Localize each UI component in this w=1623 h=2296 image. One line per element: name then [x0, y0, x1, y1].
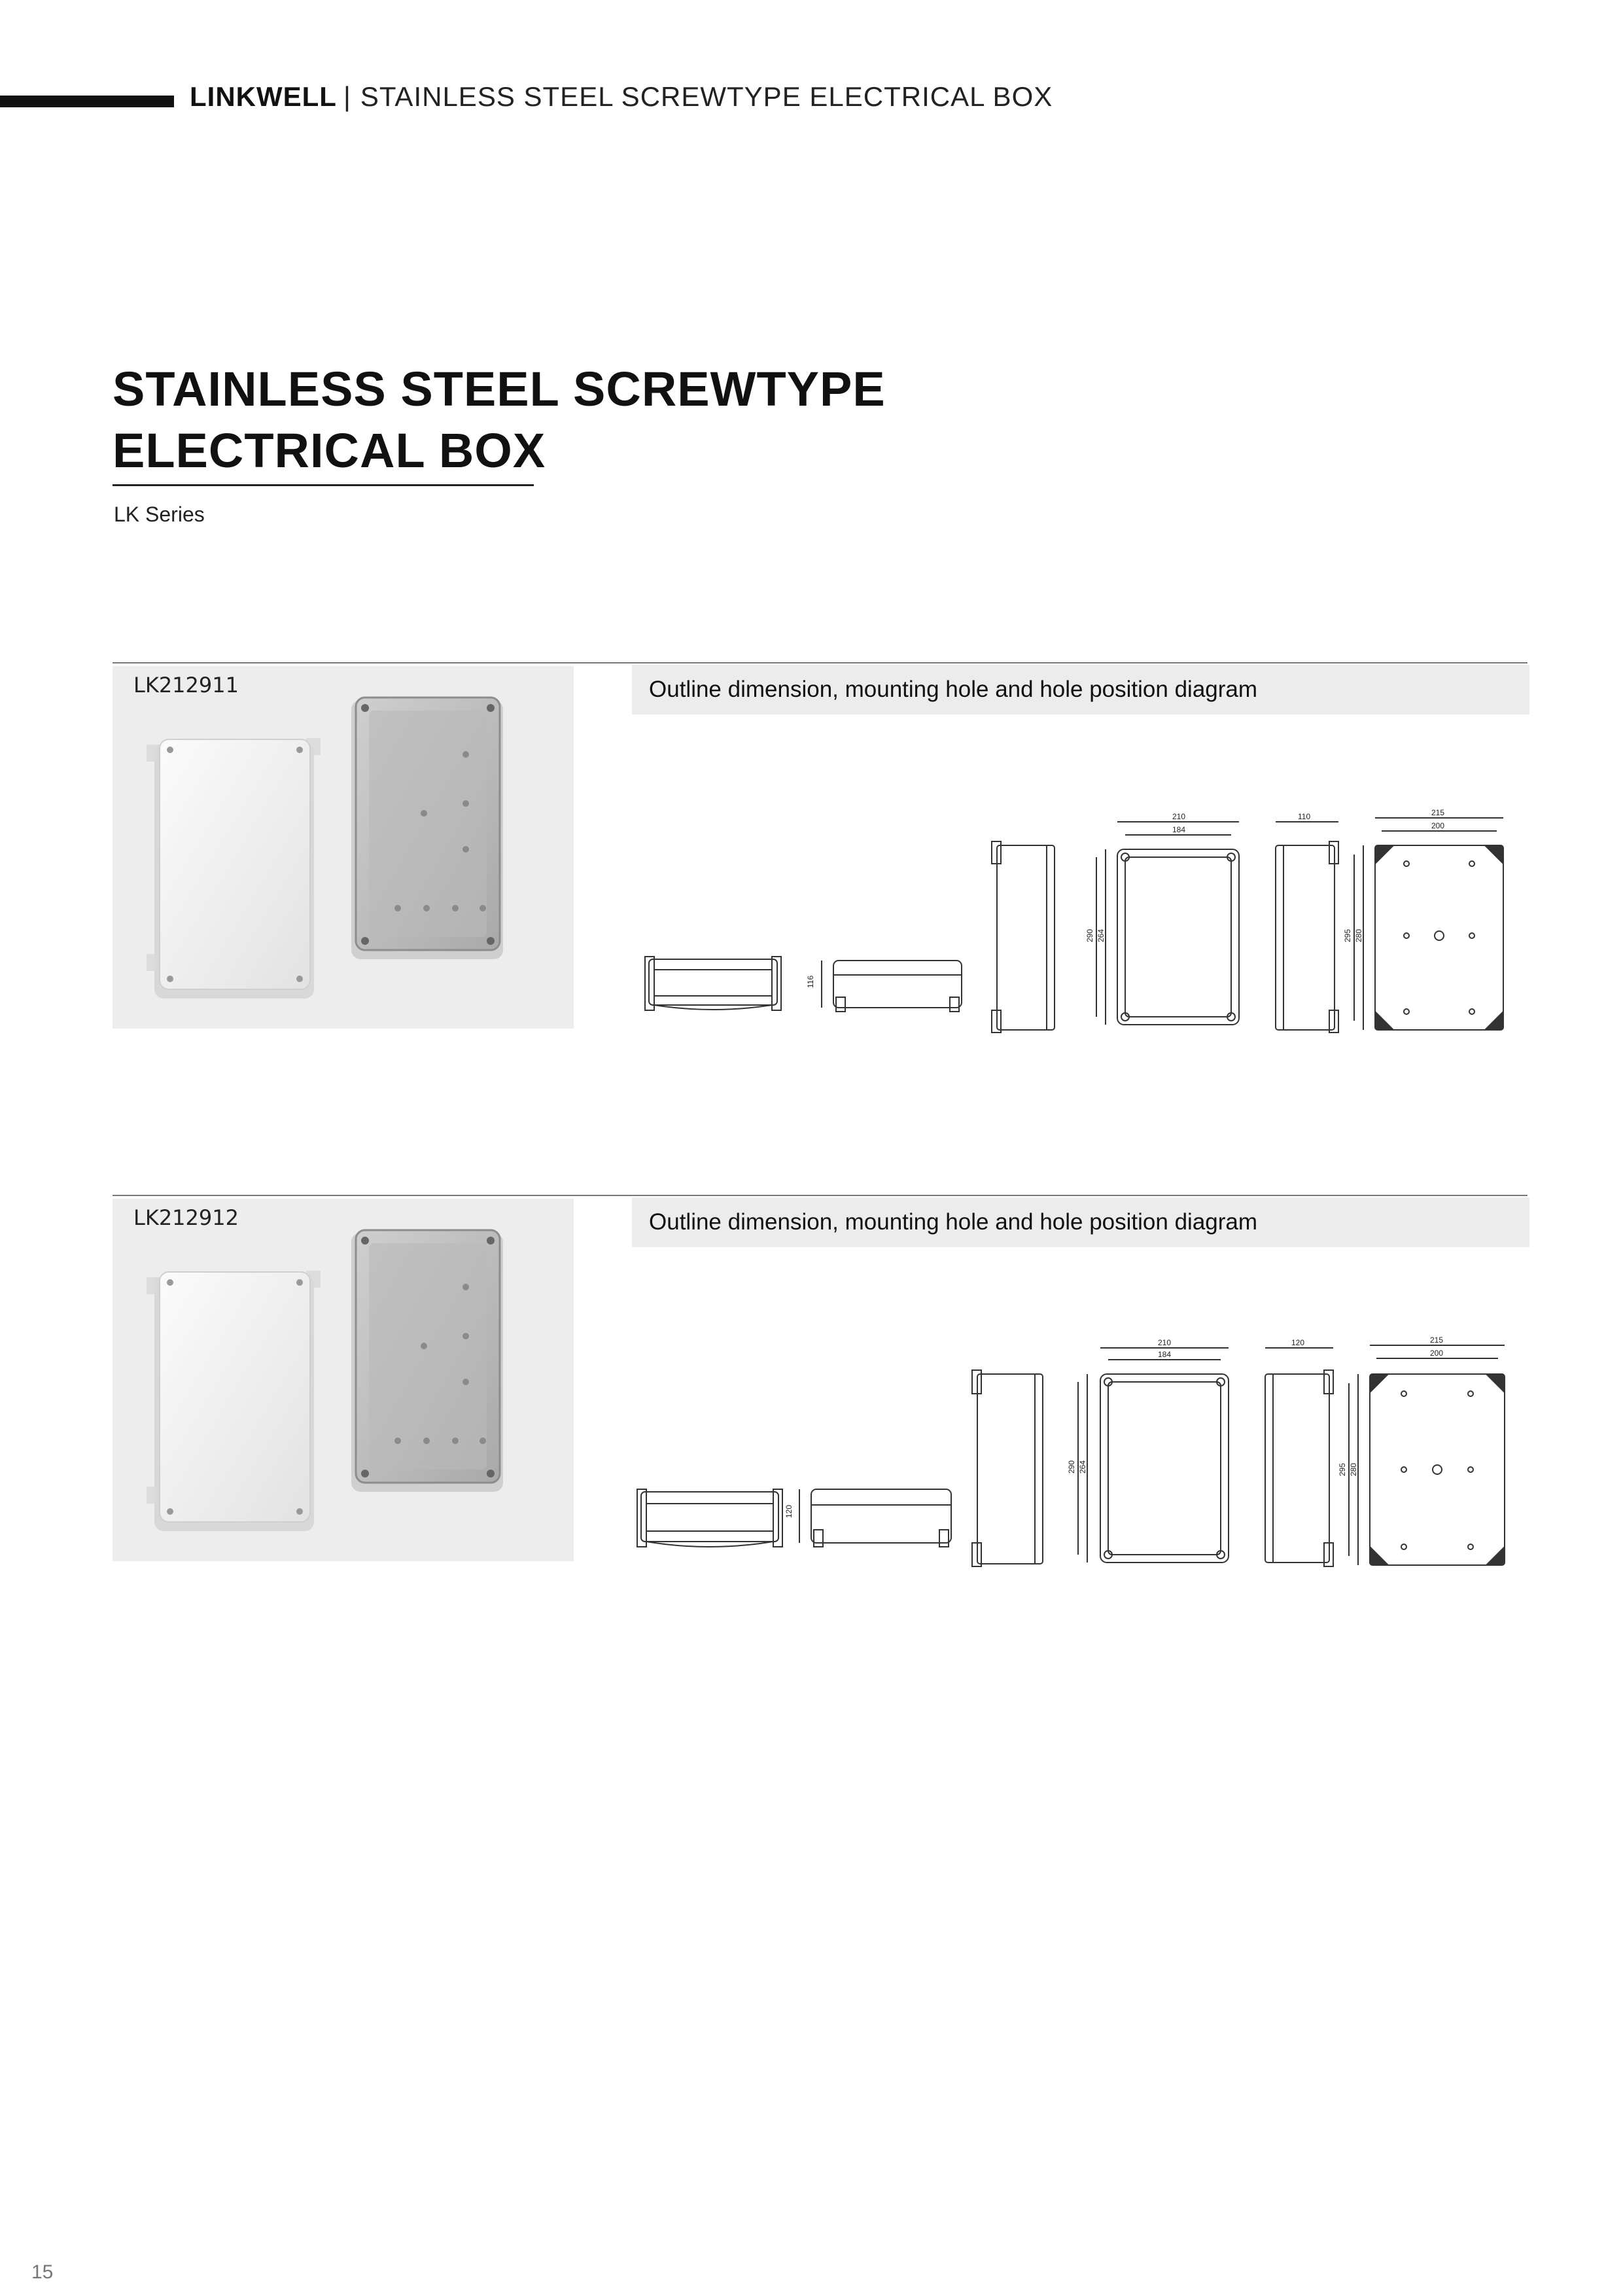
product-1-top-view — [645, 957, 781, 1010]
product-1-front-view — [1085, 812, 1239, 1025]
header-bar — [0, 96, 174, 107]
page-title-line-2: ELECTRICAL BOX — [113, 423, 546, 478]
product-1-depth-label: 116 — [806, 975, 815, 988]
svg-text:210: 210 — [1158, 1338, 1172, 1347]
product-1-model: LK212911 — [133, 673, 239, 698]
product-2-box-image — [113, 1199, 574, 1561]
svg-text:280: 280 — [1349, 1462, 1358, 1476]
svg-text:110: 110 — [1298, 812, 1311, 821]
product-2-back-view — [1338, 1335, 1505, 1565]
product-1-side-view — [992, 841, 1055, 1033]
title-underline — [113, 484, 534, 486]
svg-text:295: 295 — [1338, 1462, 1347, 1476]
svg-text:264: 264 — [1078, 1460, 1087, 1474]
svg-text:184: 184 — [1158, 1350, 1172, 1359]
svg-text:290: 290 — [1067, 1460, 1076, 1474]
svg-text:215: 215 — [1431, 808, 1445, 817]
svg-text:264: 264 — [1096, 928, 1106, 942]
product-2-rule — [113, 1195, 1527, 1196]
svg-text:290: 290 — [1085, 928, 1094, 942]
product-2-top-view — [637, 1489, 782, 1547]
product-2-front-view — [1067, 1338, 1229, 1563]
svg-text:200: 200 — [1430, 1349, 1444, 1358]
svg-text:280: 280 — [1354, 928, 1363, 942]
product-2-model: LK212912 — [133, 1205, 239, 1230]
header-separator: | — [343, 81, 351, 112]
product-1-diagram-label: Outline dimension, mounting hole and hole position diagram — [649, 677, 1258, 702]
product-2-side-view-2 — [1265, 1338, 1333, 1566]
svg-text:184: 184 — [1172, 825, 1186, 834]
product-1-back-view — [1343, 808, 1503, 1030]
product-1-front-low-view — [806, 961, 962, 1012]
brand-name: LINKWELL — [190, 81, 337, 112]
product-2-diagram-label-bar — [632, 1197, 1529, 1247]
svg-text:120: 120 — [1291, 1338, 1305, 1347]
series-label: LK Series — [114, 503, 205, 526]
running-header — [190, 81, 1053, 113]
page-title — [113, 359, 886, 482]
product-1-photo — [113, 666, 574, 1029]
product-2-photo — [113, 1199, 574, 1561]
product-1-box-image — [113, 666, 574, 1029]
product-2-drawings — [621, 1322, 1537, 1583]
page-number: 15 — [31, 2261, 54, 2283]
svg-text:295: 295 — [1343, 928, 1352, 942]
product-2-side-view — [972, 1370, 1043, 1566]
svg-text:215: 215 — [1430, 1335, 1444, 1345]
svg-text:200: 200 — [1431, 821, 1445, 830]
product-2-depth-label: 120 — [784, 1504, 794, 1518]
product-1-rule — [113, 662, 1527, 663]
page-title-line-1: STAINLESS STEEL SCREWTYPE — [113, 362, 886, 416]
product-2-diagram-label: Outline dimension, mounting hole and hole position diagram — [649, 1209, 1258, 1235]
product-1-diagram-label-bar — [632, 665, 1529, 715]
product-1-drawings — [628, 798, 1544, 1047]
svg-text:210: 210 — [1172, 812, 1186, 821]
product-1-side-view-2 — [1276, 812, 1338, 1033]
product-2-front-low-view — [784, 1489, 951, 1547]
header-subtitle: STAINLESS STEEL SCREWTYPE ELECTRICAL BOX — [360, 81, 1053, 112]
